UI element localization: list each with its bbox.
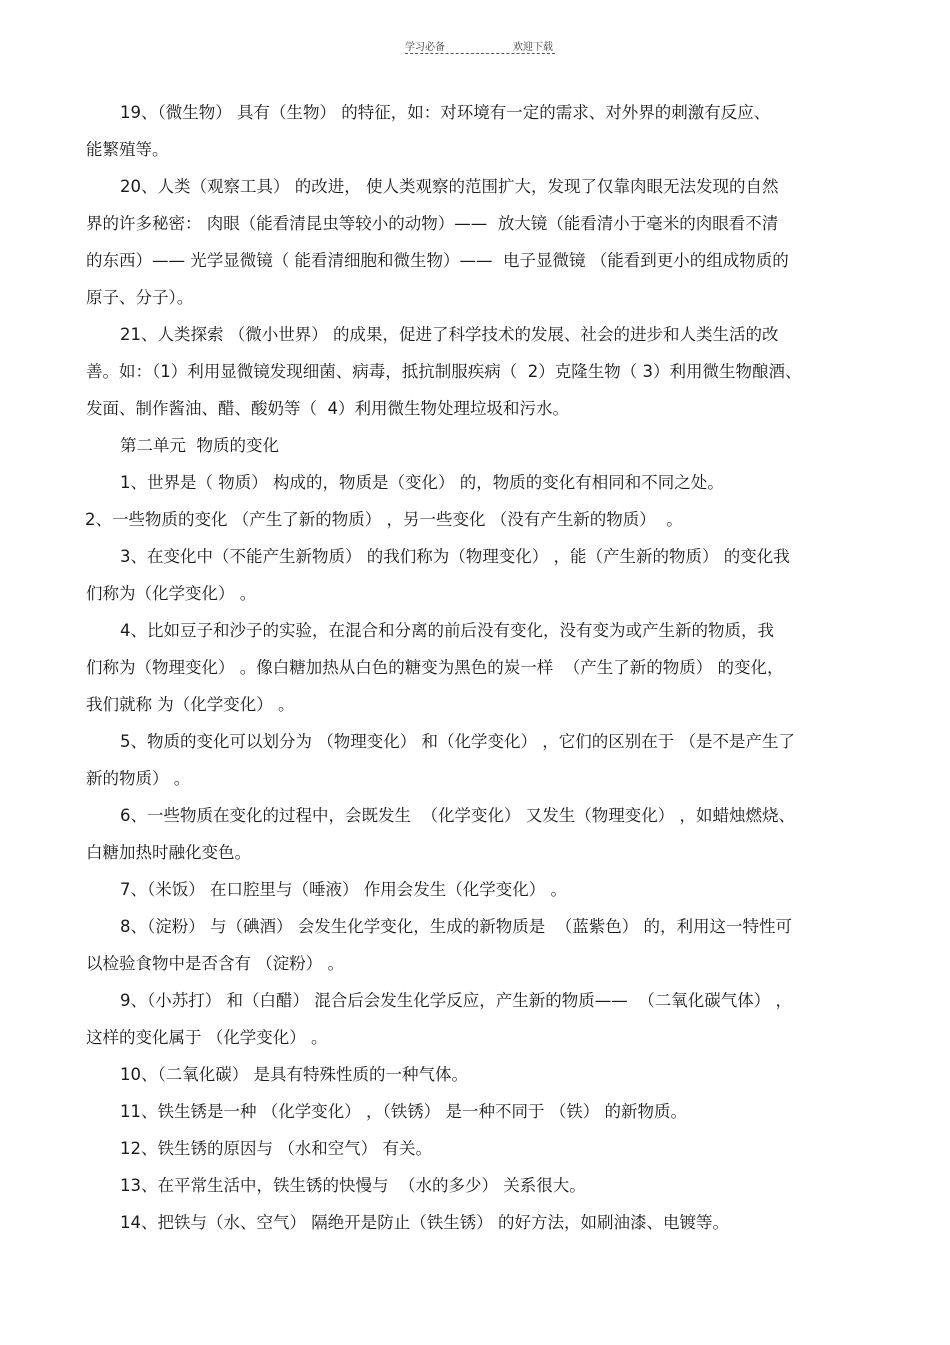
page-header [405,38,555,56]
text-line: 19、（微生物） 具有（生物） 的特征，如：对环境有一定的需求、对外界的刺激有反应、 [120,103,771,122]
text-line: 21、人类探索 （微小世界） 的成果，促进了科学技术的发展、社会的进步和人类生活的改 [120,325,779,344]
text-line: 能繁殖等。 [86,140,169,159]
text-line: 们称为（物理变化） 。像白糖加热从白色的糖变为黑色的炭一样 （产生了新的物质） 的变化， [86,658,784,677]
text-line: 原子、分子）。 [86,288,194,307]
text-line: 20、人类（观察工具） 的改进， 使人类观察的范围扩大，发现了仅靠肉眼无法发现的自然 [120,177,779,196]
header-dashed-rule [405,53,555,54]
text-line: 们称为（化学变化） 。 [86,584,257,603]
section-heading: 第二单元 物质的变化 [120,436,279,455]
text-line: 这样的变化属于 （化学变化） 。 [86,1028,328,1047]
text-line: 3、在变化中（不能产生新物质） 的我们称为（物理变化） ，能（产生新的物质） 的变化我 [120,547,790,566]
text-line: 7、（米饭） 在口腔里与（唾液） 作用会发生（化学变化） 。 [120,880,567,899]
text-line: 8、（淀粉） 与（碘酒） 会发生化学变化，生成的新物质是 （蓝紫色） 的，利用这一特性可 [120,917,792,936]
text-line: 11、铁生锈是一种 （化学变化） ，（铁锈） 是一种不同于 （铁） 的新物质。 [120,1102,687,1121]
text-line: 发面、制作酱油、醋、酸奶等（ 4）利用微生物处理垃圾和污水。 [86,399,569,418]
text-line: 12、铁生锈的原因与 （水和空气） 有关。 [120,1139,432,1158]
text-line: 1、世界是（ 物质） 构成的，物质是（变化） 的，物质的变化有相同和不同之处。 [120,473,724,492]
text-line: 10、（二氧化碳） 是具有特殊性质的一种气体。 [120,1065,468,1084]
text-line: 9、（小苏打） 和（白醋） 混合后会发生化学反应，产生新的物质—— （二氧化碳气体） ， [120,991,792,1010]
header-left-text: 学习必备 [405,42,445,53]
document-body [86,94,876,1241]
text-line: 5、物质的变化可以划分为 （物理变化） 和（化学变化） ，它们的区别在于 （是不是产生了 [120,732,795,751]
text-line: 界的许多秘密： 肉眼（能看清昆虫等较小的动物）—— 放大镜（能看清小于毫米的肉眼看不清 [86,214,779,233]
text-line: 13、在平常生活中，铁生锈的快慢与 （水的多少） 关系很大。 [120,1176,586,1195]
text-line: 的东西）—— 光学显微镜（ 能看清细胞和微生物）—— 电子显微镜 （能看到更小的组成物质的 [86,251,789,270]
text-line: 善。如：（1）利用显微镜发现细菌、病毒，抵抗制服疾病（ 2）克隆生物（ 3）利用微生物酿酒、 [86,362,802,381]
text-line: 以检验食物中是否含有 （淀粉） 。 [86,954,344,973]
text-line: 14、把铁与（水、空气） 隔绝开是防止（铁生锈） 的好方法，如刷油漆、电镀等。 [120,1213,729,1232]
text-line: 白糖加热时融化变色。 [86,843,251,862]
text-line: 2、一些物质的变化 （产生了新的物质） ，另一些变化 （没有产生新的物质） 。 [85,510,683,529]
text-line: 6、一些物质在变化的过程中，会既发生 （化学变化） 又发生（物理变化） ，如蜡烛燃烧、 [120,806,795,825]
text-line: 新的物质） 。 [86,769,191,788]
text-line: 4、比如豆子和沙子的实验，在混合和分离的前后没有变化，没有变为或产生新的物质，我 [120,621,774,640]
header-right-text: 欢迎下载 [513,42,553,53]
text-line: 我们就称 为（化学变化） 。 [86,695,295,714]
